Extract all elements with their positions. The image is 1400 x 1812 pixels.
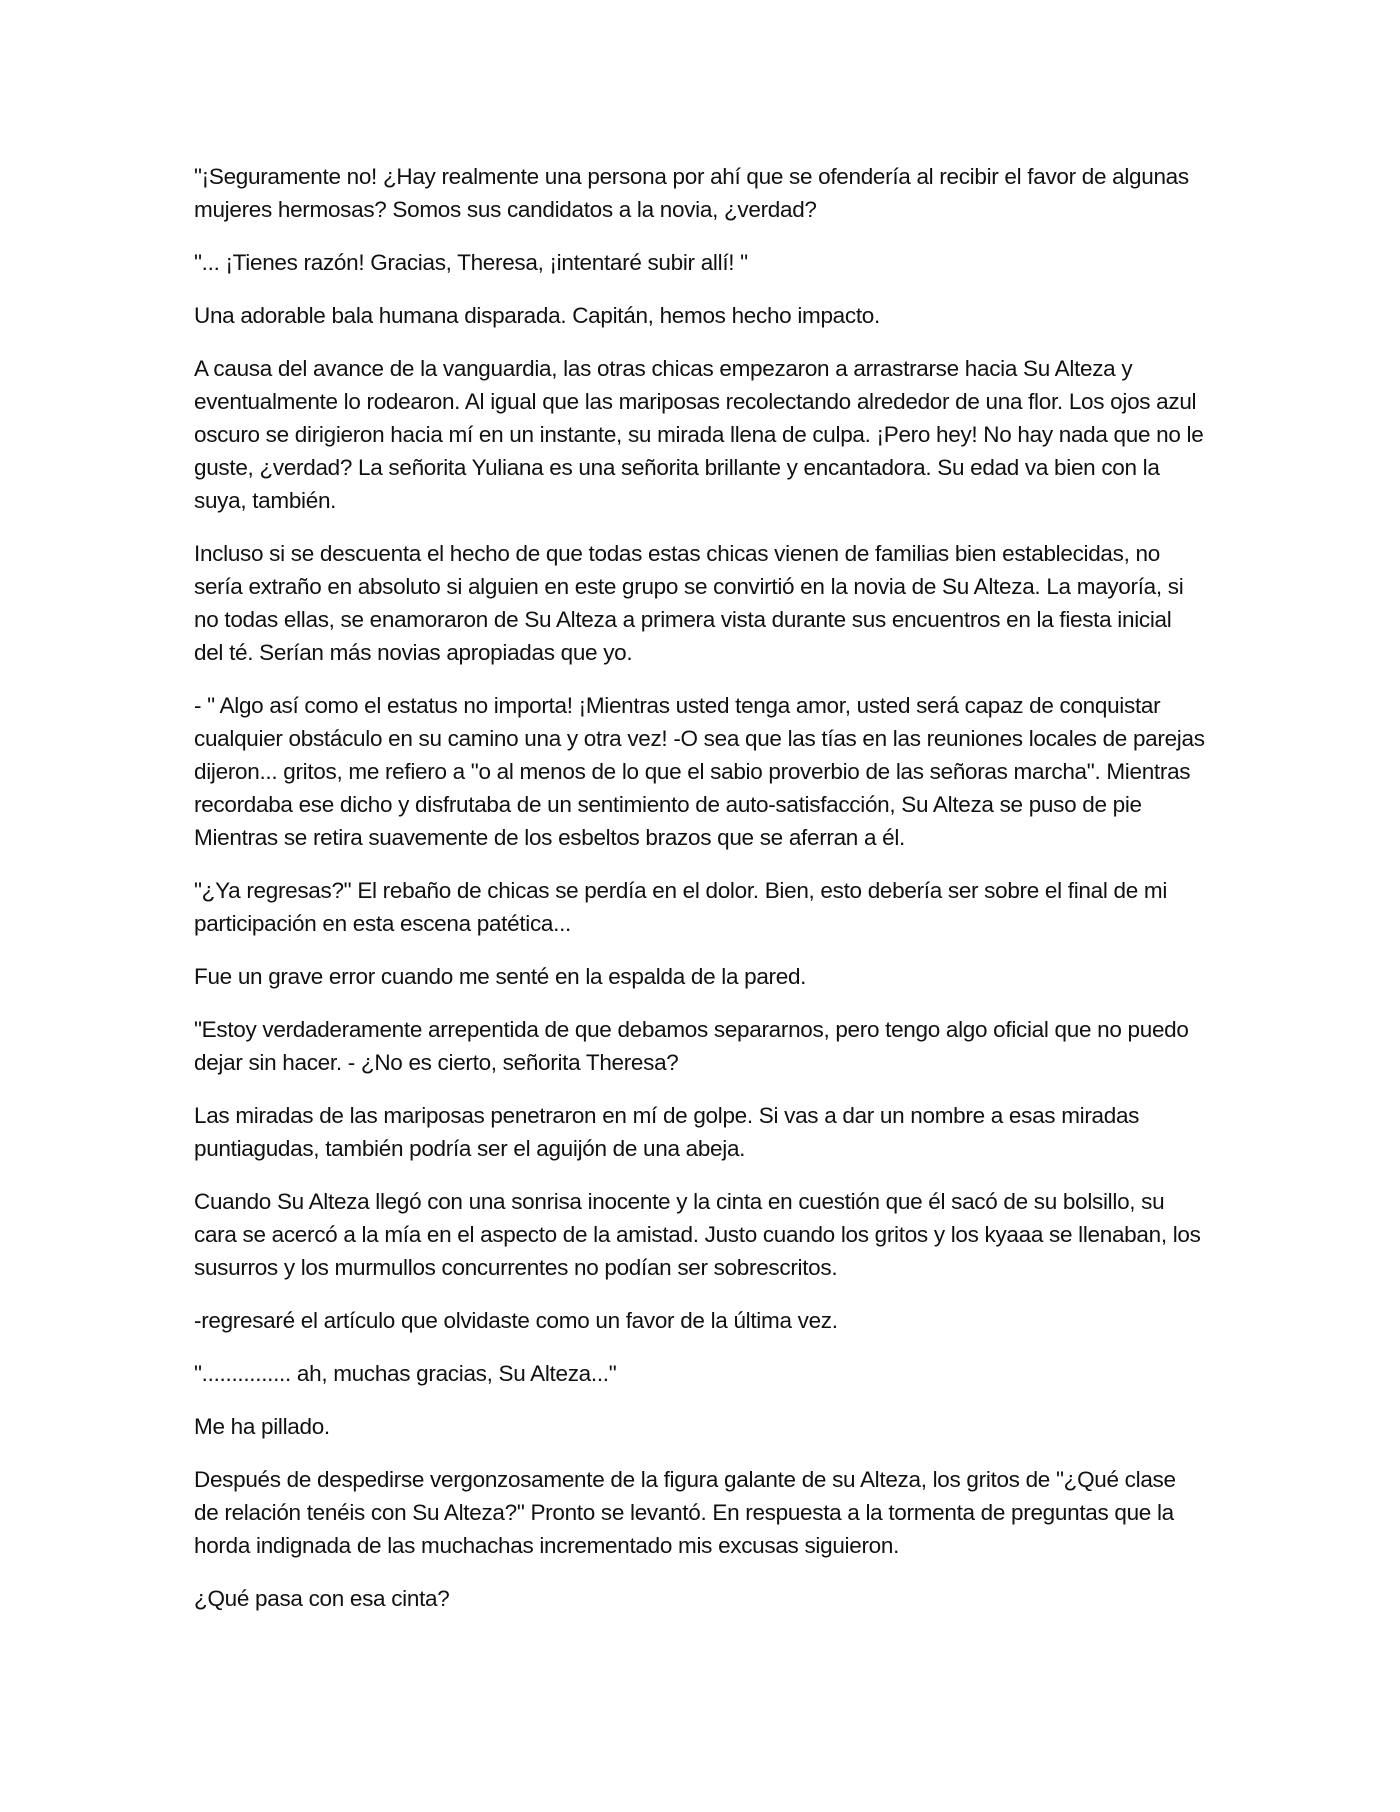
document-body	[194, 160, 1206, 1635]
paragraph: Fue un grave error cuando me senté en la espalda de la pared.	[194, 964, 807, 989]
paragraph: ¿Qué pasa con esa cinta?	[194, 1586, 450, 1611]
paragraph: Después de despedirse vergonzosamente de la figura galante de su Alteza, los gritos de "¿Qué clase de relación tenéis con Su Alteza?" Pronto se levantó. En respuesta a la tormenta de preguntas que la horda indignada de las muchachas incrementado mis excusas siguieron.	[194, 1467, 1176, 1558]
paragraph: Las miradas de las mariposas penetraron en mí de golpe. Si vas a dar un nombre a esas miradas puntiagudas, también podría ser el aguijón de una abeja.	[194, 1103, 1140, 1161]
paragraph: Me ha pillado.	[194, 1414, 330, 1439]
paragraph: A causa del avance de la vanguardia, las otras chicas empezaron a arrastrarse hacia Su Alteza y eventualmente lo rodearon. Al igual que las mariposas recolectando alrededor de una flor. Los ojos azul oscuro se dirigieron hacia mí en un instante, su mirada llena de culpa. ¡Pero hey! No hay nada que no le guste, ¿verdad? La señorita Yuliana es una señorita brillante y encantadora. Su edad va bien con la suya, también.	[194, 356, 1204, 513]
paragraph: Cuando Su Alteza llegó con una sonrisa inocente y la cinta en cuestión que él sacó de su bolsillo, su cara se acercó a la mía en el aspecto de la amistad. Justo cuando los gritos y los kyaaa se llenaban, los susurros y los murmullos concurrentes no podían ser sobrescritos.	[194, 1189, 1201, 1280]
paragraph: "... ¡Tienes razón! Gracias, Theresa, ¡intentaré subir allí! "	[194, 250, 748, 275]
paragraph: - " Algo así como el estatus no importa! ¡Mientras usted tenga amor, usted será capaz de conquistar cualquier obstáculo en su camino una y otra vez! -O sea que las tías en las reuniones locales de parejas dijeron... gritos, me refiero a "o al menos de lo que el sabio proverbio de las señoras marcha". Mientras recordaba ese dicho y disfrutaba de un sentimiento de auto-satisfacción, Su Alteza se puso de pie Mientras se retira suavemente de los esbeltos brazos que se aferran a él.	[194, 693, 1205, 850]
paragraph: Una adorable bala humana disparada. Capitán, hemos hecho impacto.	[194, 303, 880, 328]
paragraph: "¡Seguramente no! ¿Hay realmente una persona por ahí que se ofendería al recibir el favor de algunas mujeres hermosas? Somos sus candidatos a la novia, ¿verdad?	[194, 164, 1189, 222]
paragraph: "............... ah, muchas gracias, Su Alteza..."	[194, 1361, 617, 1386]
paragraph: Incluso si se descuenta el hecho de que todas estas chicas vienen de familias bien establecidas, no sería extraño en absoluto si alguien en este grupo se convirtió en la novia de Su Alteza. La mayoría, si no todas ellas, se enamoraron de Su Alteza a primera vista durante sus encuentros en la fiesta inicial del té. Serían más novias apropiadas que yo.	[194, 541, 1184, 665]
paragraph: "¿Ya regresas?" El rebaño de chicas se perdía en el dolor. Bien, esto debería ser sobre el final de mi participación en esta escena patética...	[194, 878, 1168, 936]
paragraph: "Estoy verdaderamente arrepentida de que debamos separarnos, pero tengo algo oficial que no puedo dejar sin hacer. - ¿No es cierto, señorita Theresa?	[194, 1017, 1189, 1075]
paragraph: -regresaré el artículo que olvidaste como un favor de la última vez.	[194, 1308, 838, 1333]
